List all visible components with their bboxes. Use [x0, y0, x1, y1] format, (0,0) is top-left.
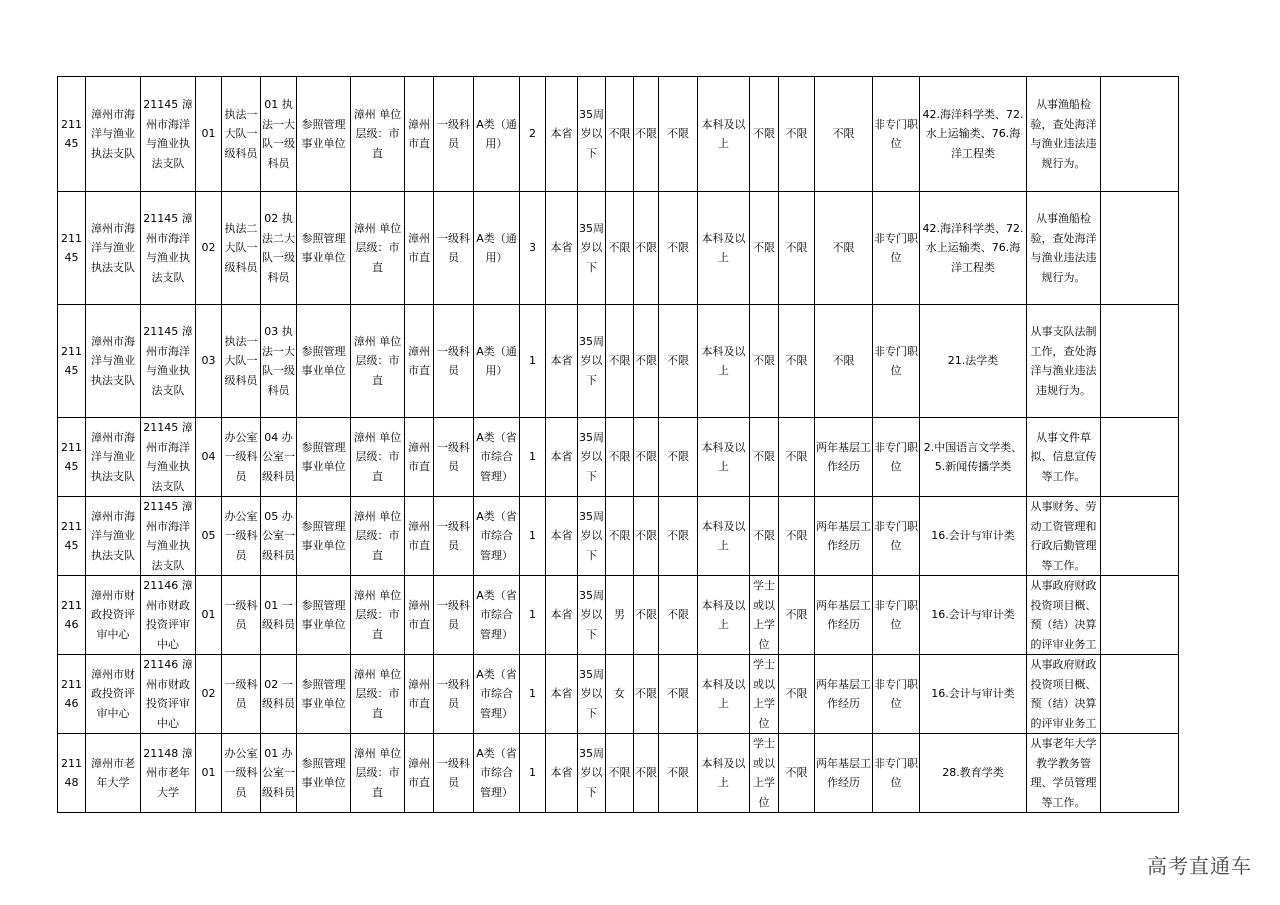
- politics-cell: 不限: [659, 418, 698, 497]
- post-label-cell: 01 一级科员: [261, 576, 297, 655]
- post-name-cell: 执法一大队一级科员: [222, 77, 261, 192]
- watermark: 高考直通车: [1147, 854, 1252, 878]
- degree-cell: 不限: [750, 418, 779, 497]
- table-row: [58, 77, 1179, 192]
- scope-cell: 本省: [546, 305, 578, 418]
- level-cell: 漳州 单位层级：市直: [351, 655, 405, 734]
- level-cell: 漳州 单位层级：市直: [351, 734, 405, 813]
- count-cell: 1: [520, 734, 546, 813]
- post-type-cell: 非专门职位: [873, 734, 920, 813]
- post-name-cell: 执法二大队一级科员: [222, 192, 261, 305]
- gender-cell: 不限: [606, 77, 634, 192]
- empty-cell: [1101, 305, 1179, 418]
- region-cell: 漳州市直: [405, 655, 434, 734]
- other-cell: 不限: [779, 77, 815, 192]
- degree-cell: 学士或以上学位: [750, 576, 779, 655]
- major-cell: 21.法学类: [920, 305, 1027, 418]
- education-cell: 本科及以上: [698, 418, 750, 497]
- ethnicity-cell: 不限: [634, 305, 659, 418]
- post-type-cell: 非专门职位: [873, 576, 920, 655]
- unit-nature-cell: 参照管理事业单位: [297, 77, 351, 192]
- exam-type-cell: A类（省市综合管理）: [474, 655, 520, 734]
- exam-type-cell: A类（省市综合管理）: [474, 734, 520, 813]
- post-name-cell: 一级科员: [222, 655, 261, 734]
- rank-cell: 一级科员: [434, 497, 474, 576]
- unit-nature-cell: 参照管理事业单位: [297, 655, 351, 734]
- unit-cell: 21145 漳州市海洋与渔业执法支队: [141, 77, 196, 192]
- major-cell: 16.会计与审计类: [920, 576, 1027, 655]
- experience-cell: 两年基层工作经历: [815, 655, 873, 734]
- level-cell: 漳州 单位层级：市直: [351, 77, 405, 192]
- degree-cell: 学士或以上学位: [750, 655, 779, 734]
- remarks-cell: 从事文件草拟、信息宣传等工作。: [1027, 418, 1101, 497]
- major-cell: 2.中国语言文学类、5.新闻传播学类: [920, 418, 1027, 497]
- other-cell: 不限: [779, 497, 815, 576]
- experience-cell: 不限: [815, 77, 873, 192]
- region-cell: 漳州市直: [405, 497, 434, 576]
- politics-cell: 不限: [659, 305, 698, 418]
- empty-cell: [1101, 734, 1179, 813]
- region-cell: 漳州市直: [405, 305, 434, 418]
- politics-cell: 不限: [659, 734, 698, 813]
- post-code-cell: 05: [196, 497, 222, 576]
- empty-cell: [1101, 655, 1179, 734]
- level-cell: 漳州 单位层级：市直: [351, 192, 405, 305]
- unit-nature-cell: 参照管理事业单位: [297, 418, 351, 497]
- education-cell: 本科及以上: [698, 77, 750, 192]
- empty-cell: [1101, 497, 1179, 576]
- major-cell: 42.海洋科学类、72.水上运输类、76.海洋工程类: [920, 77, 1027, 192]
- other-cell: 不限: [779, 418, 815, 497]
- post-type-cell: 非专门职位: [873, 305, 920, 418]
- dept-name-cell: 漳州市海洋与渔业执法支队: [86, 305, 141, 418]
- degree-cell: 不限: [750, 305, 779, 418]
- ethnicity-cell: 不限: [634, 497, 659, 576]
- post-label-cell: 04 办公室一级科员: [261, 418, 297, 497]
- post-code-cell: 01: [196, 77, 222, 192]
- gender-cell: 男: [606, 576, 634, 655]
- scope-cell: 本省: [546, 192, 578, 305]
- ethnicity-cell: 不限: [634, 576, 659, 655]
- other-cell: 不限: [779, 576, 815, 655]
- gender-cell: 不限: [606, 734, 634, 813]
- gender-cell: 不限: [606, 418, 634, 497]
- post-code-cell: 02: [196, 192, 222, 305]
- empty-cell: [1101, 77, 1179, 192]
- region-cell: 漳州市直: [405, 418, 434, 497]
- dept-code-cell: 21145: [58, 497, 86, 576]
- post-type-cell: 非专门职位: [873, 192, 920, 305]
- empty-cell: [1101, 418, 1179, 497]
- count-cell: 1: [520, 497, 546, 576]
- exam-type-cell: A类（通用）: [474, 192, 520, 305]
- dept-name-cell: 漳州市老年大学: [86, 734, 141, 813]
- region-cell: 漳州市直: [405, 576, 434, 655]
- count-cell: 1: [520, 305, 546, 418]
- scope-cell: 本省: [546, 734, 578, 813]
- region-cell: 漳州市直: [405, 734, 434, 813]
- empty-cell: [1101, 576, 1179, 655]
- gender-cell: 女: [606, 655, 634, 734]
- post-type-cell: 非专门职位: [873, 418, 920, 497]
- post-label-cell: 02 执法二大队一级科员: [261, 192, 297, 305]
- unit-nature-cell: 参照管理事业单位: [297, 576, 351, 655]
- politics-cell: 不限: [659, 77, 698, 192]
- other-cell: 不限: [779, 734, 815, 813]
- scope-cell: 本省: [546, 576, 578, 655]
- unit-cell: 21146 漳州市财政投资评审中心: [141, 655, 196, 734]
- dept-code-cell: 21145: [58, 77, 86, 192]
- age-cell: 35周岁以下: [578, 497, 606, 576]
- post-name-cell: 办公室一级科员: [222, 497, 261, 576]
- rank-cell: 一级科员: [434, 192, 474, 305]
- remarks-cell: 从事渔船检验，查处海洋与渔业违法违规行为。: [1027, 192, 1101, 305]
- dept-code-cell: 21146: [58, 655, 86, 734]
- table-row: [58, 497, 1179, 576]
- gender-cell: 不限: [606, 305, 634, 418]
- major-cell: 28.教育学类: [920, 734, 1027, 813]
- remarks-cell: 从事支队法制工作，查处海洋与渔业违法违规行为。: [1027, 305, 1101, 418]
- count-cell: 1: [520, 655, 546, 734]
- experience-cell: 两年基层工作经历: [815, 734, 873, 813]
- level-cell: 漳州 单位层级：市直: [351, 418, 405, 497]
- unit-cell: 21145 漳州市海洋与渔业执法支队: [141, 305, 196, 418]
- region-cell: 漳州市直: [405, 77, 434, 192]
- other-cell: 不限: [779, 305, 815, 418]
- major-cell: 16.会计与审计类: [920, 497, 1027, 576]
- dept-name-cell: 漳州市财政投资评审中心: [86, 576, 141, 655]
- post-type-cell: 非专门职位: [873, 77, 920, 192]
- experience-cell: 两年基层工作经历: [815, 418, 873, 497]
- count-cell: 1: [520, 418, 546, 497]
- remarks-cell: 从事政府财政投资项目概、预（结）决算的评审业务工: [1027, 655, 1101, 734]
- post-code-cell: 01: [196, 576, 222, 655]
- ethnicity-cell: 不限: [634, 655, 659, 734]
- dept-name-cell: 漳州市财政投资评审中心: [86, 655, 141, 734]
- table-row: [58, 576, 1179, 655]
- ethnicity-cell: 不限: [634, 77, 659, 192]
- unit-nature-cell: 参照管理事业单位: [297, 192, 351, 305]
- unit-cell: 21145 漳州市海洋与渔业执法支队: [141, 497, 196, 576]
- level-cell: 漳州 单位层级：市直: [351, 305, 405, 418]
- post-code-cell: 03: [196, 305, 222, 418]
- count-cell: 2: [520, 77, 546, 192]
- degree-cell: 不限: [750, 77, 779, 192]
- experience-cell: 两年基层工作经历: [815, 497, 873, 576]
- table-row: [58, 305, 1179, 418]
- education-cell: 本科及以上: [698, 497, 750, 576]
- post-type-cell: 非专门职位: [873, 655, 920, 734]
- age-cell: 35周岁以下: [578, 576, 606, 655]
- major-cell: 16.会计与审计类: [920, 655, 1027, 734]
- exam-type-cell: A类（省市综合管理）: [474, 418, 520, 497]
- post-label-cell: 02 一级科员: [261, 655, 297, 734]
- post-label-cell: 03 执法一大队一级科员: [261, 305, 297, 418]
- experience-cell: 两年基层工作经历: [815, 576, 873, 655]
- recruitment-table: [57, 76, 1179, 813]
- rank-cell: 一级科员: [434, 734, 474, 813]
- post-type-cell: 非专门职位: [873, 497, 920, 576]
- scope-cell: 本省: [546, 418, 578, 497]
- level-cell: 漳州 单位层级：市直: [351, 576, 405, 655]
- rank-cell: 一级科员: [434, 77, 474, 192]
- remarks-cell: 从事老年大学教学教务管理、学员管理等工作。: [1027, 734, 1101, 813]
- degree-cell: 不限: [750, 497, 779, 576]
- post-label-cell: 05 办公室一级科员: [261, 497, 297, 576]
- gender-cell: 不限: [606, 497, 634, 576]
- rank-cell: 一级科员: [434, 305, 474, 418]
- rank-cell: 一级科员: [434, 576, 474, 655]
- ethnicity-cell: 不限: [634, 192, 659, 305]
- major-cell: 42.海洋科学类、72.水上运输类、76.海洋工程类: [920, 192, 1027, 305]
- dept-code-cell: 21145: [58, 192, 86, 305]
- post-label-cell: 01 执法一大队一级科员: [261, 77, 297, 192]
- dept-code-cell: 21146: [58, 576, 86, 655]
- education-cell: 本科及以上: [698, 734, 750, 813]
- post-code-cell: 01: [196, 734, 222, 813]
- dept-code-cell: 21145: [58, 305, 86, 418]
- politics-cell: 不限: [659, 576, 698, 655]
- remarks-cell: 从事政府财政投资项目概、预（结）决算的评审业务工: [1027, 576, 1101, 655]
- region-cell: 漳州市直: [405, 192, 434, 305]
- education-cell: 本科及以上: [698, 192, 750, 305]
- count-cell: 1: [520, 576, 546, 655]
- unit-cell: 21148 漳州市老年大学: [141, 734, 196, 813]
- other-cell: 不限: [779, 655, 815, 734]
- post-label-cell: 01 办公室一级科员: [261, 734, 297, 813]
- unit-nature-cell: 参照管理事业单位: [297, 734, 351, 813]
- education-cell: 本科及以上: [698, 576, 750, 655]
- experience-cell: 不限: [815, 192, 873, 305]
- dept-name-cell: 漳州市海洋与渔业执法支队: [86, 418, 141, 497]
- table-row: [58, 192, 1179, 305]
- unit-cell: 21145 漳州市海洋与渔业执法支队: [141, 418, 196, 497]
- post-code-cell: 02: [196, 655, 222, 734]
- scope-cell: 本省: [546, 497, 578, 576]
- experience-cell: 不限: [815, 305, 873, 418]
- table-row: [58, 734, 1179, 813]
- post-name-cell: 一级科员: [222, 576, 261, 655]
- ethnicity-cell: 不限: [634, 734, 659, 813]
- table-row: [58, 418, 1179, 497]
- scope-cell: 本省: [546, 655, 578, 734]
- age-cell: 35周岁以下: [578, 655, 606, 734]
- dept-name-cell: 漳州市海洋与渔业执法支队: [86, 192, 141, 305]
- degree-cell: 不限: [750, 192, 779, 305]
- other-cell: 不限: [779, 192, 815, 305]
- scope-cell: 本省: [546, 77, 578, 192]
- exam-type-cell: A类（通用）: [474, 77, 520, 192]
- age-cell: 35周岁以下: [578, 734, 606, 813]
- dept-name-cell: 漳州市海洋与渔业执法支队: [86, 497, 141, 576]
- unit-nature-cell: 参照管理事业单位: [297, 305, 351, 418]
- age-cell: 35周岁以下: [578, 192, 606, 305]
- post-name-cell: 办公室一级科员: [222, 734, 261, 813]
- remarks-cell: 从事财务、劳动工资管理和行政后勤管理等工作。: [1027, 497, 1101, 576]
- age-cell: 35周岁以下: [578, 77, 606, 192]
- education-cell: 本科及以上: [698, 305, 750, 418]
- gender-cell: 不限: [606, 192, 634, 305]
- remarks-cell: 从事渔船检验，查处海洋与渔业违法违规行为。: [1027, 77, 1101, 192]
- education-cell: 本科及以上: [698, 655, 750, 734]
- politics-cell: 不限: [659, 655, 698, 734]
- degree-cell: 学士或以上学位: [750, 734, 779, 813]
- age-cell: 35周岁以下: [578, 305, 606, 418]
- unit-nature-cell: 参照管理事业单位: [297, 497, 351, 576]
- exam-type-cell: A类（通用）: [474, 305, 520, 418]
- rank-cell: 一级科员: [434, 655, 474, 734]
- post-name-cell: 执法一大队一级科员: [222, 305, 261, 418]
- level-cell: 漳州 单位层级：市直: [351, 497, 405, 576]
- exam-type-cell: A类（省市综合管理）: [474, 576, 520, 655]
- unit-cell: 21146 漳州市财政投资评审中心: [141, 576, 196, 655]
- dept-name-cell: 漳州市海洋与渔业执法支队: [86, 77, 141, 192]
- age-cell: 35周岁以下: [578, 418, 606, 497]
- table-row: [58, 655, 1179, 734]
- politics-cell: 不限: [659, 497, 698, 576]
- post-code-cell: 04: [196, 418, 222, 497]
- dept-code-cell: 21145: [58, 418, 86, 497]
- ethnicity-cell: 不限: [634, 418, 659, 497]
- exam-type-cell: A类（省市综合管理）: [474, 497, 520, 576]
- politics-cell: 不限: [659, 192, 698, 305]
- unit-cell: 21145 漳州市海洋与渔业执法支队: [141, 192, 196, 305]
- count-cell: 3: [520, 192, 546, 305]
- table-body: [58, 77, 1179, 813]
- dept-code-cell: 21148: [58, 734, 86, 813]
- empty-cell: [1101, 192, 1179, 305]
- rank-cell: 一级科员: [434, 418, 474, 497]
- post-name-cell: 办公室一级科员: [222, 418, 261, 497]
